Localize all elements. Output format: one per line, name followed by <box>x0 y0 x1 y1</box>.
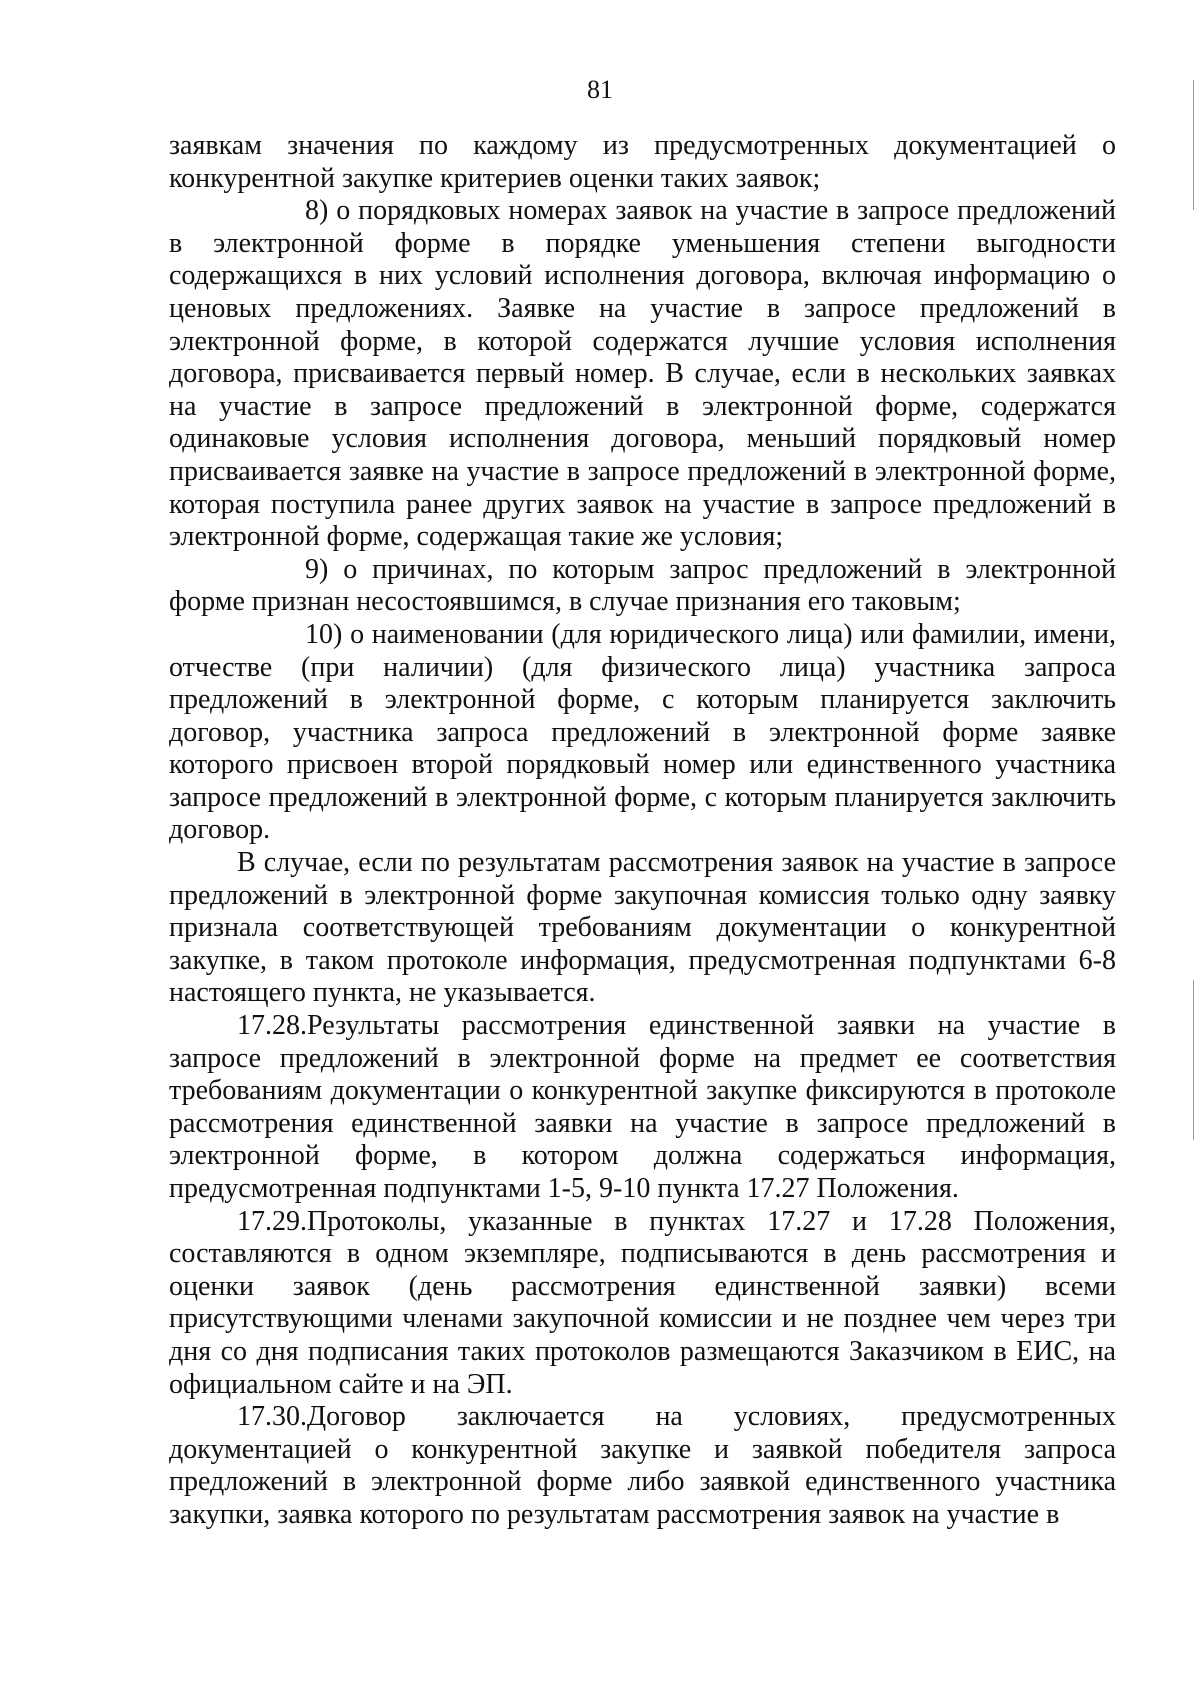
scan-edge-mark <box>1193 980 1194 1140</box>
list-item-10: 10) о наименовании (для юридического лица) или фамилии, имени, отчестве (при наличии) (для физического лица) участника запроса предложений в электронной форме, с которым планируется заключить договор, участника запроса предложений в электронной форме заявке которого присвоен второй порядковый номер или единственного участника запросе предложений в электронной форме, с которым планируется заключить договор. <box>169 618 1117 846</box>
scan-edge-mark <box>1193 80 1194 210</box>
list-number: 9) <box>305 553 329 585</box>
list-number: 10) <box>305 618 343 650</box>
list-item-9: 9) о причинах, по которым запрос предложений в электронной форме признан несостоявшимся, в случае признания его таковым; <box>169 553 1116 618</box>
paragraph-note: В случае, если по результатам рассмотрения заявок на участие в запросе предложений в электронной форме закупочная комиссия только одну заявку признала соответствующей требованиям документации о конкурентной закупке, в таком протоколе информация, предусмотренная подпунктами 6-8 настоящего пункта, не указывается. <box>169 847 1116 1009</box>
list-item-8: 8) о порядковых номерах заявок на участие в запросе предложений в электронной форме в порядке уменьшения степени выгодности содержащихся в них условий исполнения договора, включая информацию о ценовых предложениях. Заявке на участие в запросе предложений в электронной форме, в которой содержатся лучшие условия исполнения договора, присваивается первый номер. В случае, если в нескольких заявках на участие в запросе предложений в электронной форме, содержатся одинаковые условия исполнения договора, меньший порядковый номер присваивается заявке на участие в запросе предложений в электронной форме, которая поступила ранее других заявок на участие в запросе предложений в электронной форме, содержащая такие же условия; <box>169 195 1117 553</box>
paragraph-continuation: заявкам значения по каждому из предусмотренных документацией о конкурентной закупке критериев оценки таких заявок; <box>169 130 1116 194</box>
paragraph-17-29: 17.29.Протоколы, указанные в пунктах 17.27 и 17.28 Положения, составляются в одном экземпляре, подписываются в день рассмотрения и оценки заявок (день рассмотрения единственной заявки) всеми присутствующими членами закупочной комиссии и не позднее чем через три дня со дня подписания таких протоколов размещаются Заказчиком в ЕИС, на официальном сайте и на ЭП. <box>169 1205 1116 1400</box>
paragraph-17-30: 17.30.Договор заключается на условиях, предусмотренных документацией о конкурентной закупке и заявкой победителя запроса предложений в электронной форме либо заявкой единственного участника закупки, заявка которого по результатам рассмотрения заявок на участие в <box>169 1401 1116 1530</box>
list-number: 8) <box>305 195 329 227</box>
document-body <box>169 130 1116 1532</box>
page-number: 81 <box>587 75 613 104</box>
paragraph-17-28: 17.28.Результаты рассмотрения единственной заявки на участие в запросе предложений в электронной форме на предмет ее соответствия требованиям документации о конкурентной закупке фиксируются в протоколе рассмотрения единственной заявки на участие в запросе предложений в электронной форме, в котором должна содержаться информация, предусмотренная подпунктами 1-5, 9-10 пункта 17.27 Положения. <box>169 1010 1116 1204</box>
